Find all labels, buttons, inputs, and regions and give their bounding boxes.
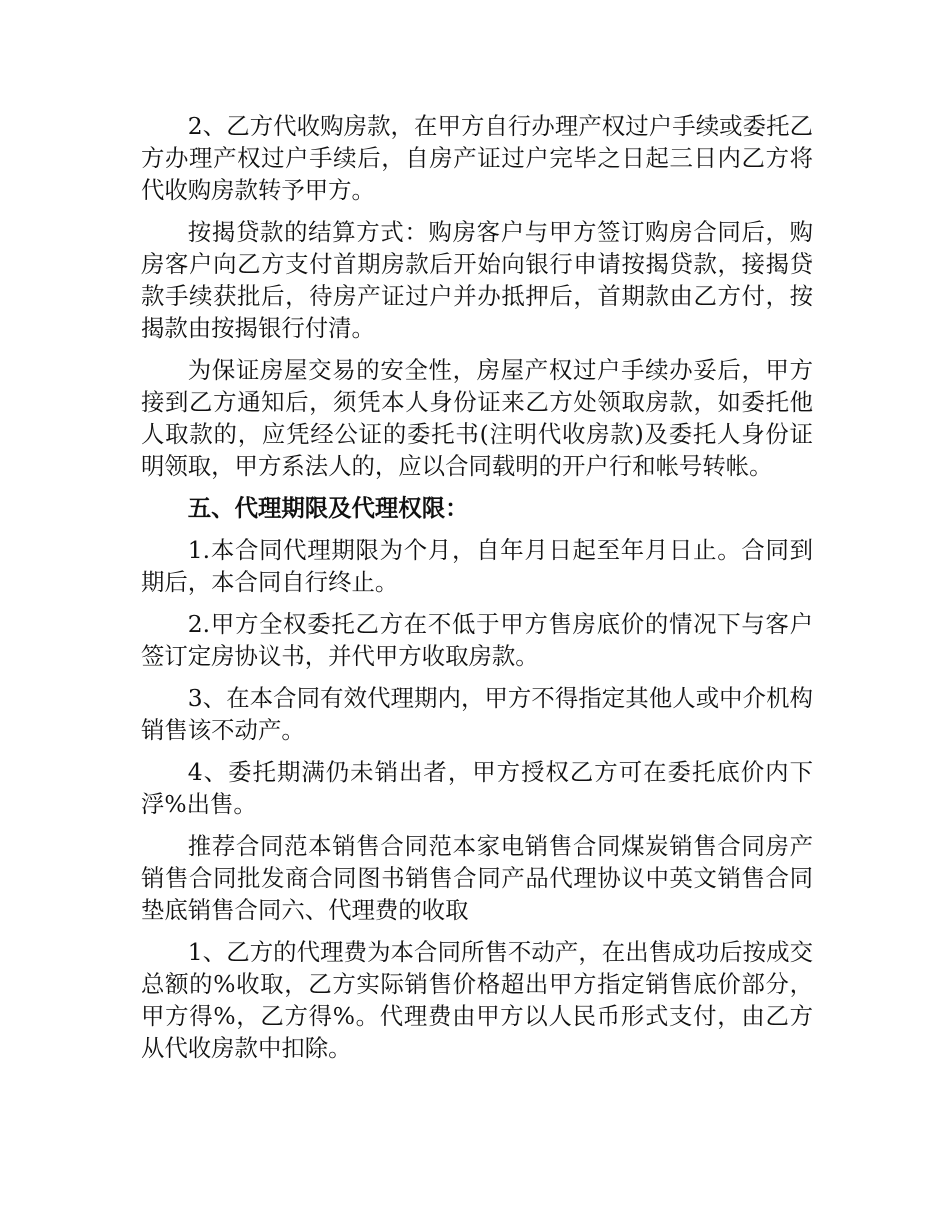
paragraph-price-reduction: 4、委托期满仍未销出者，甲方授权乙方可在委托底价内下浮%出售。 — [141, 758, 813, 818]
paragraph-agency-period: 1.本合同代理期限为个月，自年月日起至年月日止。合同到期后，本合同自行终止。 — [141, 536, 813, 596]
paragraph-recommended-templates: 推荐合同范本销售合同范本家电销售合同煤炭销售合同房产销售合同批发商合同图书销售合同产品代理协议中英文销售合同垫底销售合同六、代理费的收取 — [141, 832, 813, 924]
document-page — [141, 110, 813, 1074]
paragraph-transaction-security: 为保证房屋交易的安全性，房屋产权过户手续办妥后，甲方接到乙方通知后，须凭本人身份证来乙方处领取房款，如委托他人取款的，应凭经公证的委托书(注明代收房款)及委托人身份证明领取，甲方系法人的，应以合同载明的开户行和帐号转帐。 — [141, 356, 813, 480]
paragraph-payment-transfer: 2、乙方代收购房款，在甲方自行办理产权过户手续或委托乙方办理产权过户手续后，自房产证过户完毕之日起三日内乙方将代收购房款转予甲方。 — [141, 112, 813, 204]
section-heading-agency-term: 五、代理期限及代理权限： — [187, 494, 469, 522]
paragraph-agency-fee: 1、乙方的代理费为本合同所售不动产，在出售成功后按成交总额的%收取，乙方实际销售价格超出甲方指定销售底价部分，甲方得%，乙方得%。代理费由甲方以人民币形式支付，由乙方从代收房款中扣除。 — [141, 938, 813, 1062]
paragraph-full-authorization: 2.甲方全权委托乙方在不低于甲方售房底价的情况下与客户签订定房协议书，并代甲方收取房款。 — [141, 610, 813, 670]
paragraph-exclusive-agency: 3、在本合同有效代理期内，甲方不得指定其他人或中介机构销售该不动产。 — [141, 684, 813, 744]
paragraph-mortgage-settlement: 按揭贷款的结算方式：购房客户与甲方签订购房合同后，购房客户向乙方支付首期房款后开始向银行申请按揭贷款，接揭贷款手续获批后，待房产证过户并办抵押后，首期款由乙方付，按揭款由按揭银行付清。 — [141, 218, 813, 342]
